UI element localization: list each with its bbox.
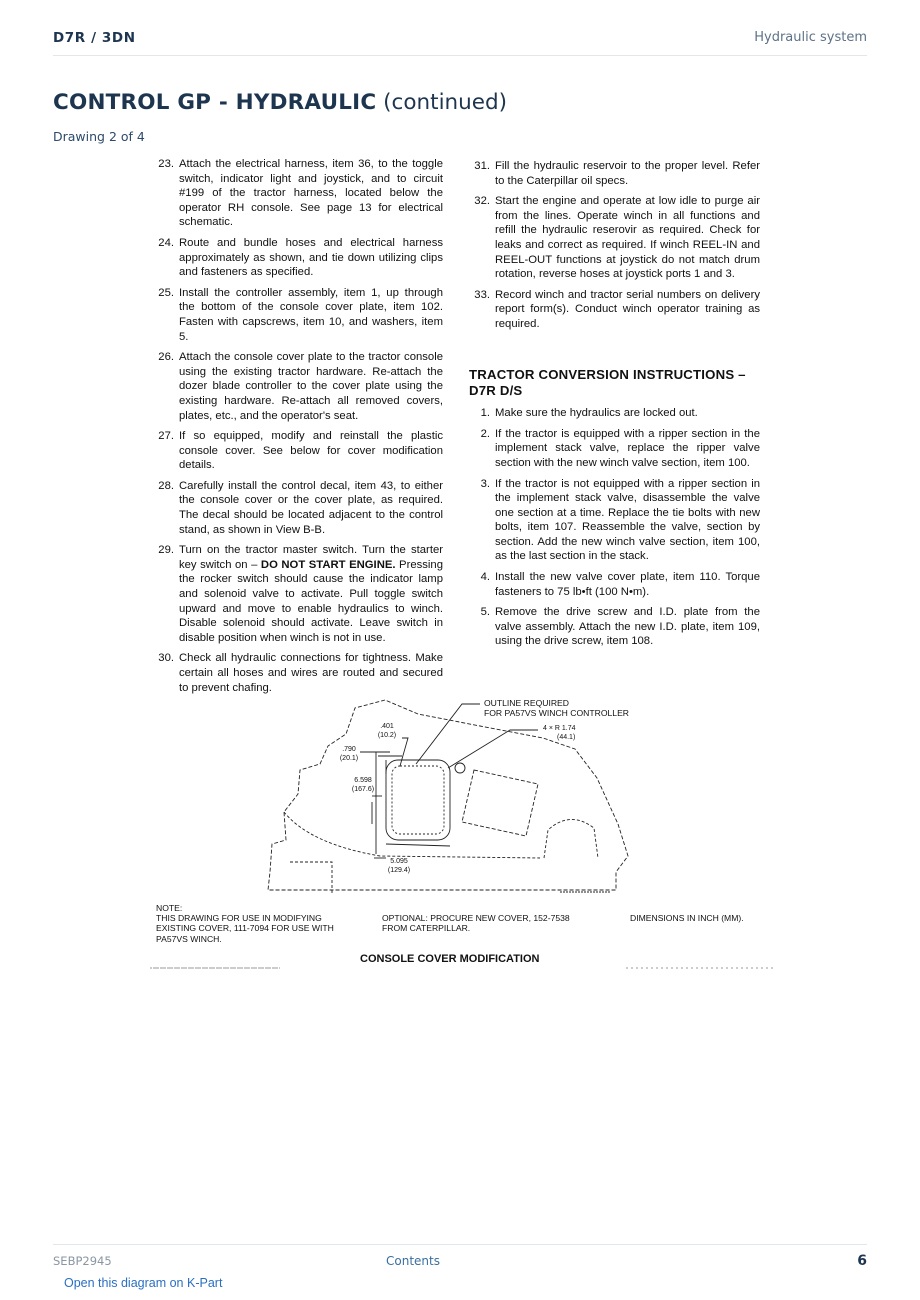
steps-right-column xyxy=(469,159,760,655)
list-item: 32. Start the engine and operate at low idle to purge air from the lines. Operate winch in all functions and refill the hydraulic reserovir as required. Check for leaks and correct as required. If winch REEL-IN and REEL-OUT functions at joystick do not match drum rotation, reverse hoses at joystick ports 1 and 3. xyxy=(474,195,760,281)
radius-dimension: 4 × R 1.74 (44.1) xyxy=(543,725,576,741)
optional-note: OPTIONAL: PROCURE NEW COVER, 152-7538 FROM CATERPILLAR. xyxy=(382,913,570,934)
drawing-number: Drawing 2 of 4 xyxy=(53,129,145,144)
list-item: 5. Remove the drive screw and I.D. plate from the valve assembly. Attach the new I.D. plate, item 109, using the drive screw, item 108. xyxy=(480,606,760,648)
dimension-790: .790 (20.1) xyxy=(339,746,359,762)
document-number: SEBP2945 xyxy=(53,1254,112,1268)
list-item: 27. If so equipped, modify and reinstall the plastic console cover. See below for cover modification details. xyxy=(158,430,443,472)
list-item: 33. Record winch and tractor serial numbers on delivery report form(s). Conduct winch operator training as required. xyxy=(474,288,760,330)
page-title-suffix: (continued) xyxy=(383,90,508,115)
model-label: D7R / 3DN xyxy=(53,30,136,46)
page-header xyxy=(53,28,867,56)
list-item: 4. Install the new valve cover plate, item 110. Torque fasteners to 75 lb•ft (100 N•m). xyxy=(480,571,760,598)
console-cover-diagram xyxy=(150,694,780,974)
drawing-note: NOTE: THIS DRAWING FOR USE IN MODIFYING EXISTING COVER, 111-7094 FOR USE WITH PA57VS WINCH. xyxy=(156,903,334,944)
list-item: 1. Make sure the hydraulics are locked out. xyxy=(480,407,698,420)
list-item: 24. Route and bundle hoses and electrical harness approximately as shown, and tie down utilizing clips and fasteners as specified. xyxy=(158,236,443,279)
list-item: 26. Attach the console cover plate to the tractor console using the existing tractor hardware. Re-attach the dozer blade controller to the cover plate using the existing hardware. Re-attach all removed covers, plates, etc., and the operator's seat. xyxy=(158,351,443,422)
conversion-heading: TRACTOR CONVERSION INSTRUCTIONS – D7R D/S xyxy=(469,366,746,399)
dimension-401: .401 (10.2) xyxy=(377,723,397,739)
kpart-link[interactable]: Open this diagram on K-Part xyxy=(64,1276,223,1290)
section-label: Hydraulic system xyxy=(754,30,867,45)
steps-left-column xyxy=(153,157,443,701)
page-number: 6 xyxy=(857,1253,867,1269)
outline-callout: OUTLINE REQUIRED FOR PA57VS WINCH CONTROLLER xyxy=(484,698,630,719)
list-item: 29. Turn on the tractor master switch. Turn the starter key switch on – DO NOT START ENGINE. Pressing the rocker switch should cause the indicator lamp and solenoid valve to activate. Pull toggle switch upward and move to enable hydraulics to winch. Disable solenoid should activate. Leave switch in disable position when winch is not in use. xyxy=(158,544,444,644)
page-title-main: CONTROL GP - HYDRAULIC xyxy=(53,90,377,115)
contents-link[interactable]: Contents xyxy=(386,1254,440,1268)
list-item: 2. If the tractor is equipped with a ripper section in the implement stack valve, replace the ripper valve section with the new winch valve section, item 100. xyxy=(480,427,760,469)
list-item: 25. Install the controller assembly, item 1, up through the bottom of the console cover plate, item 102. Fasten with capscrews, item 10, and washers, item 5. xyxy=(158,286,443,343)
figure-caption: CONSOLE COVER MODIFICATION xyxy=(360,953,540,965)
page-title xyxy=(53,90,507,115)
list-item: 28. Carefully install the control decal, item 43, to either the console cover or the cover plate, as required. The decal should be located adjacent to the control stand, as shown in View B-B. xyxy=(158,479,443,536)
list-item: 31. Fill the hydraulic reservoir to the proper level. Refer to the Caterpillar oil specs. xyxy=(474,160,760,187)
page-footer xyxy=(53,1244,867,1274)
dimension-6598: 6.598 (167.6) xyxy=(351,777,375,793)
list-item: 30. Check all hydraulic connections for tightness. Make certain all hoses and wires are routed and secured to prevent chafing. xyxy=(158,652,443,694)
dimensions-note: DIMENSIONS IN INCH (MM). xyxy=(630,913,744,923)
list-item: 23. Attach the electrical harness, item 36, to the toggle switch, indicator light and joystick, and to circuit #199 of the tractor harness, located below the operator RH console. See page 13 for electrical schematic. xyxy=(158,158,443,229)
dimension-5095: 5.095 (129.4) xyxy=(387,858,411,874)
list-item: 3. If the tractor is not equipped with a ripper section in the implement stack valve, disassemble the valve one section at a time. Replace the tie bolts with new bolts, item 107. Reassemble the valve, section by section. Add the new winch valve section, item 100, as the last section in the stack. xyxy=(480,477,760,563)
conversion-steps xyxy=(469,406,760,649)
